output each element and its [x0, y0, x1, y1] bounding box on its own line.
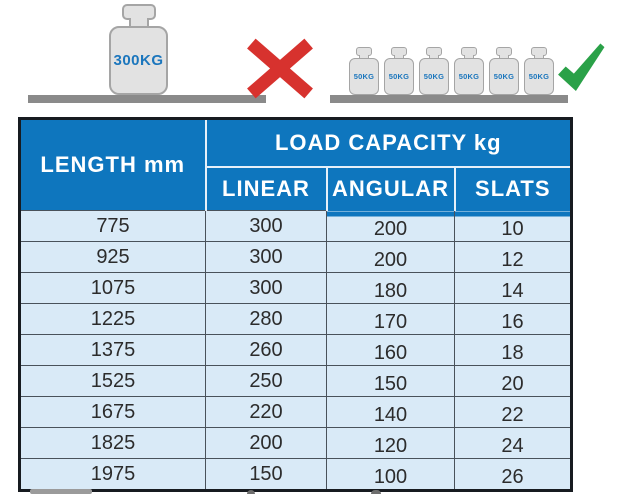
- cell-linear: 300: [206, 242, 327, 273]
- weight-50kg: [524, 47, 554, 95]
- weight-50kg: [419, 47, 449, 95]
- cell-slats: 18: [455, 335, 572, 366]
- table-row: [20, 397, 572, 428]
- cell-slats: 22: [455, 397, 572, 428]
- cell-length: 1975: [20, 459, 206, 491]
- cropped-content-fragment: [30, 489, 92, 494]
- cell-length: 925: [20, 242, 206, 273]
- weight-body: [109, 26, 168, 95]
- table-row: [20, 273, 572, 304]
- cell-angular: 160: [327, 335, 455, 366]
- cell-length: 1675: [20, 397, 206, 428]
- cell-slats: 20: [455, 366, 572, 397]
- cell-length: 1375: [20, 335, 206, 366]
- cropped-content-fragment: [247, 490, 255, 494]
- table-row: [20, 242, 572, 273]
- weight-label: 300KG: [113, 52, 164, 69]
- cell-angular: 200: [327, 211, 455, 242]
- weight-50kg: [489, 47, 519, 95]
- table-row: [20, 366, 572, 397]
- cell-linear: 300: [206, 273, 327, 304]
- weights-50kg-row: [349, 47, 554, 95]
- cell-angular: 100: [327, 459, 455, 491]
- cell-angular: 170: [327, 304, 455, 335]
- load-capacity-group-header: LOAD CAPACITY kg: [206, 119, 572, 167]
- cell-slats: 26: [455, 459, 572, 491]
- cell-length: 775: [20, 211, 206, 242]
- cell-length: 1525: [20, 366, 206, 397]
- length-column-header: LENGTH mm: [20, 119, 206, 211]
- slats-column-header: SLATS: [455, 167, 572, 211]
- cell-slats: 12: [455, 242, 572, 273]
- table-row: [20, 304, 572, 335]
- weight-50kg: [349, 47, 379, 95]
- cell-linear: 200: [206, 428, 327, 459]
- weight-label: 50KG: [458, 72, 480, 81]
- weight-label: 50KG: [493, 72, 515, 81]
- cell-slats: 10: [455, 211, 572, 242]
- cell-angular: 150: [327, 366, 455, 397]
- green-check-icon: [553, 43, 608, 94]
- cell-angular: 200: [327, 242, 455, 273]
- weight-body: [384, 58, 414, 95]
- red-cross-icon: [249, 40, 311, 96]
- cell-angular: 140: [327, 397, 455, 428]
- cell-linear: 260: [206, 335, 327, 366]
- weight-300kg: [109, 4, 168, 95]
- cell-linear: 300: [206, 211, 327, 242]
- table-row: [20, 211, 572, 242]
- weight-body: [489, 58, 519, 95]
- weight-label: 50KG: [353, 72, 375, 81]
- weight-body: [349, 58, 379, 95]
- cell-angular: 120: [327, 428, 455, 459]
- weight-50kg: [454, 47, 484, 95]
- weight-50kg: [384, 47, 414, 95]
- table-row: [20, 459, 572, 491]
- load-capacity-table: [18, 117, 573, 492]
- weight-label: 50KG: [423, 72, 445, 81]
- cell-length: 1075: [20, 273, 206, 304]
- table-row: [20, 335, 572, 366]
- weight-label: 50KG: [528, 72, 550, 81]
- linear-column-header: LINEAR: [206, 167, 327, 211]
- cell-linear: 150: [206, 459, 327, 491]
- cell-length: 1225: [20, 304, 206, 335]
- angular-column-header: ANGULAR: [327, 167, 455, 211]
- cell-angular: 180: [327, 273, 455, 304]
- weight-label: 50KG: [388, 72, 410, 81]
- cell-linear: 250: [206, 366, 327, 397]
- cell-linear: 280: [206, 304, 327, 335]
- header-row-group: [20, 119, 572, 167]
- table-row: [20, 428, 572, 459]
- cell-slats: 16: [455, 304, 572, 335]
- cell-length: 1825: [20, 428, 206, 459]
- right-shelf: [330, 95, 568, 103]
- cell-slats: 24: [455, 428, 572, 459]
- cell-linear: 220: [206, 397, 327, 428]
- cropped-content-fragment: [371, 490, 381, 494]
- weight-body: [454, 58, 484, 95]
- left-shelf: [28, 95, 266, 103]
- weight-body: [419, 58, 449, 95]
- weight-body: [524, 58, 554, 95]
- cell-slats: 14: [455, 273, 572, 304]
